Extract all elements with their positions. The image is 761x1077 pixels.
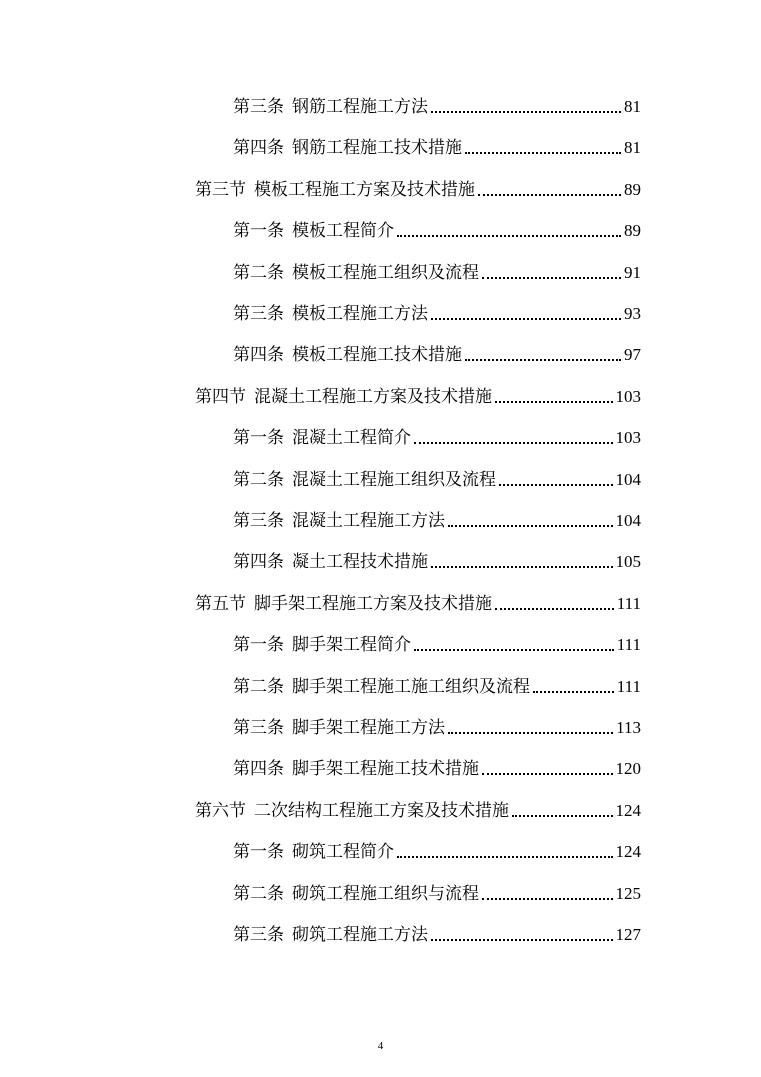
- dot-leader: [431, 939, 613, 941]
- page-number: 4: [377, 1040, 384, 1052]
- dot-leader: [397, 856, 613, 858]
- toc-entry[interactable]: [195, 792, 641, 822]
- toc-entry-number: 第三条: [233, 304, 284, 324]
- toc-entry-page: 125: [615, 883, 641, 903]
- dot-leader: [414, 442, 613, 444]
- toc-entry-title: 砌筑工程施工组织与流程: [292, 883, 479, 904]
- toc-label: [233, 262, 479, 284]
- toc-entry-number: 第四节: [195, 386, 246, 407]
- dot-leader: [495, 608, 614, 610]
- toc-entry-number: 第三节: [195, 179, 246, 200]
- toc-entry-number: 第四条: [233, 138, 284, 159]
- toc-entry-page: 111: [616, 635, 641, 655]
- toc-label: [195, 593, 492, 615]
- toc-entry-page: 111: [616, 593, 641, 613]
- toc-entry-page: 89: [624, 179, 641, 199]
- dot-leader: [499, 484, 613, 486]
- toc-entry[interactable]: [233, 212, 641, 242]
- toc-label: [233, 676, 530, 698]
- dot-leader: [512, 815, 613, 817]
- dot-leader: [465, 152, 621, 154]
- toc-entry-title: 脚手架工程施工施工组织及流程: [292, 676, 530, 697]
- toc-entry-page: 104: [615, 511, 641, 530]
- toc-entry-page: 81: [624, 138, 641, 158]
- toc-entry-number: 第二条: [233, 883, 284, 904]
- dot-leader: [397, 235, 621, 237]
- toc-entry-title: 脚手架工程施工方法: [292, 718, 445, 738]
- toc-entry-title: 二次结构工程施工方案及技术措施: [254, 800, 509, 821]
- toc-entry-number: 第五节: [195, 593, 246, 614]
- toc-entry[interactable]: [233, 709, 641, 739]
- toc-label: [233, 510, 445, 532]
- toc-entry[interactable]: [233, 750, 641, 780]
- toc-entry-page: 104: [615, 469, 641, 489]
- toc-entry-title: 钢筋工程施工技术措施: [292, 138, 462, 159]
- toc-entry[interactable]: [233, 833, 641, 863]
- toc-entry-title: 模板工程简介: [292, 221, 394, 242]
- toc-entry-title: 砌筑工程简介: [292, 842, 394, 863]
- toc-label: [233, 924, 428, 946]
- toc-entry-title: 模板工程施工技术措施: [292, 345, 462, 366]
- toc-entry[interactable]: [233, 626, 641, 656]
- dot-leader: [533, 691, 614, 693]
- toc-entry-number: 第二条: [233, 469, 284, 490]
- toc-entry-page: 103: [615, 386, 641, 406]
- toc-entry[interactable]: [233, 916, 641, 946]
- toc-label: [233, 758, 479, 780]
- toc-entry-number: 第一条: [233, 428, 284, 449]
- toc-entry-title: 砌筑工程施工方法: [292, 925, 428, 945]
- toc-label: [233, 96, 428, 118]
- toc-entry[interactable]: [233, 88, 641, 118]
- toc-label: [233, 634, 411, 656]
- toc-entry-number: 第六节: [195, 800, 246, 821]
- toc-entry[interactable]: [233, 254, 641, 284]
- toc-entry-title: 模板工程施工方法: [292, 304, 428, 324]
- toc-entry-number: 第二条: [233, 262, 284, 283]
- toc-entry[interactable]: [233, 336, 641, 366]
- toc-label: [233, 220, 394, 242]
- toc-entry[interactable]: [233, 419, 641, 449]
- toc-entry-page: 91: [624, 262, 641, 282]
- toc-entry-page: 103: [615, 428, 641, 448]
- toc-entry-title: 脚手架工程施工方案及技术措施: [254, 593, 492, 614]
- dot-leader: [448, 525, 613, 527]
- dot-leader: [431, 318, 621, 320]
- toc-entry-number: 第四条: [233, 552, 284, 573]
- toc-entry-number: 第三条: [233, 925, 284, 945]
- toc-label: [195, 386, 492, 408]
- toc-entry-number: 第一条: [233, 221, 284, 242]
- toc-entry[interactable]: [233, 295, 641, 325]
- toc-entry-number: 第一条: [233, 842, 284, 863]
- toc-entry[interactable]: [195, 585, 641, 615]
- toc-entry-number: 第二条: [233, 676, 284, 697]
- dot-leader: [431, 566, 613, 568]
- toc-entry-page: 124: [615, 800, 641, 820]
- toc-entry[interactable]: [195, 171, 641, 201]
- toc-entry-page: 89: [624, 221, 641, 241]
- toc-entry-number: 第三条: [233, 718, 284, 738]
- toc-entry-number: 第四条: [233, 759, 284, 780]
- toc-entry[interactable]: [233, 875, 641, 905]
- toc-entry-title: 脚手架工程施工技术措施: [292, 759, 479, 780]
- toc-entry-page: 124: [615, 842, 641, 862]
- toc-label: [195, 800, 509, 822]
- dot-leader: [448, 732, 613, 734]
- toc-entry-page: 81: [624, 97, 641, 116]
- toc-entry[interactable]: [233, 129, 641, 159]
- toc-label: [233, 137, 462, 159]
- toc-label: [233, 427, 411, 449]
- toc-entry-title: 混凝土工程施工方案及技术措施: [254, 386, 492, 407]
- toc-entry-page: 127: [615, 925, 641, 944]
- dot-leader: [431, 111, 621, 113]
- toc-entry-page: 120: [615, 759, 641, 779]
- toc-entry-title: 模板工程施工方案及技术措施: [254, 179, 475, 200]
- toc-entry[interactable]: [233, 461, 641, 491]
- toc-entry-number: 第三条: [233, 97, 284, 117]
- toc-entry-page: 111: [616, 676, 641, 696]
- toc-entry-title: 混凝土工程简介: [292, 428, 411, 449]
- toc-label: [233, 551, 428, 573]
- toc-label: [233, 469, 496, 491]
- toc-entry-title: 混凝土工程施工方法: [292, 511, 445, 531]
- toc-entry[interactable]: [233, 543, 641, 573]
- dot-leader: [482, 277, 621, 279]
- dot-leader: [465, 359, 621, 361]
- toc-entry-number: 第三条: [233, 511, 284, 531]
- toc-entry[interactable]: [233, 502, 641, 532]
- toc-entry-title: 模板工程施工组织及流程: [292, 262, 479, 283]
- dot-leader: [482, 898, 613, 900]
- toc-entry[interactable]: [195, 378, 641, 408]
- toc-entry-page: 105: [615, 552, 641, 572]
- toc-label: [233, 841, 394, 863]
- toc-entry-title: 钢筋工程施工方法: [292, 97, 428, 117]
- toc-entry-number: 第一条: [233, 635, 284, 656]
- toc-entry-page: 97: [624, 345, 641, 365]
- toc-entry-title: 凝土工程技术措施: [292, 552, 428, 573]
- toc-label: [233, 717, 445, 739]
- toc-entry-title: 脚手架工程简介: [292, 635, 411, 656]
- dot-leader: [414, 649, 614, 651]
- toc-label: [195, 179, 475, 201]
- dot-leader: [482, 773, 613, 775]
- toc-entry-number: 第四条: [233, 345, 284, 366]
- toc-label: [233, 303, 428, 325]
- toc-label: [233, 883, 479, 905]
- toc-entry[interactable]: [233, 668, 641, 698]
- toc-entry-title: 混凝土工程施工组织及流程: [292, 469, 496, 490]
- toc-entry-page: 113: [616, 718, 641, 737]
- toc-entry-page: 93: [624, 304, 641, 323]
- dot-leader: [478, 194, 621, 196]
- toc-label: [233, 344, 462, 366]
- dot-leader: [495, 401, 613, 403]
